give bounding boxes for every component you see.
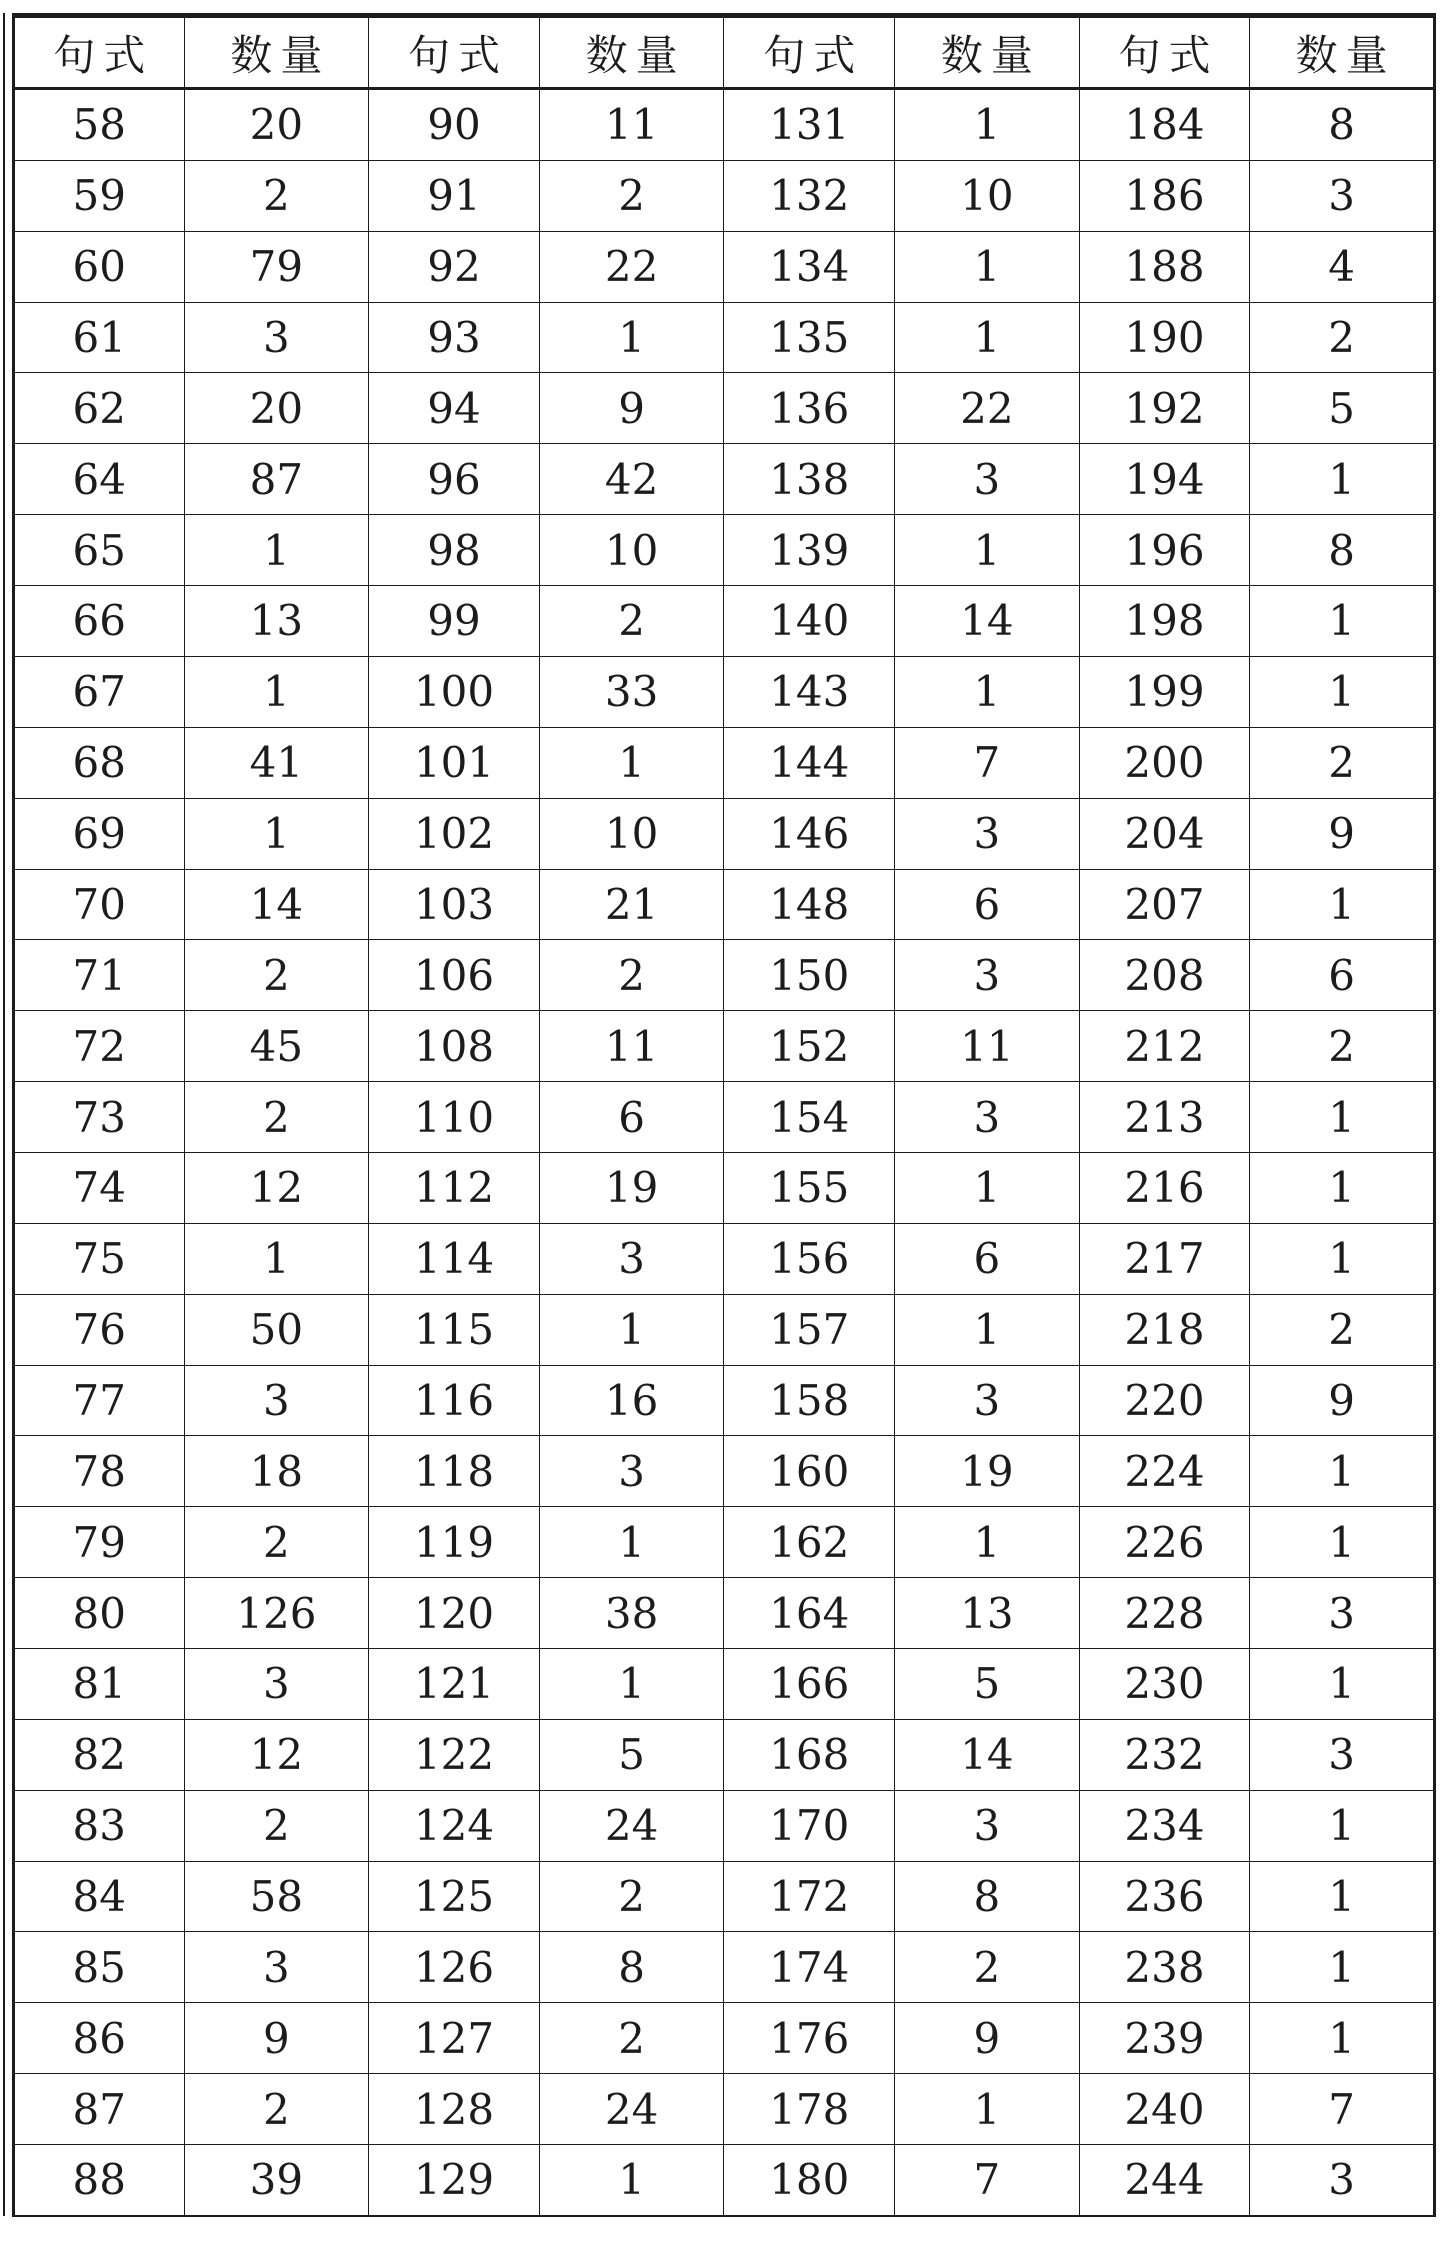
pattern-cell: 220 bbox=[1079, 1365, 1250, 1436]
table-row bbox=[14, 444, 1435, 515]
pattern-cell: 196 bbox=[1079, 515, 1250, 586]
quantity-cell: 1 bbox=[894, 656, 1079, 727]
quantity-cell: 1 bbox=[539, 727, 724, 798]
pattern-cell: 139 bbox=[724, 515, 895, 586]
quantity-cell: 3 bbox=[1250, 1719, 1435, 1790]
quantity-cell: 2 bbox=[184, 1507, 369, 1578]
pattern-cell: 150 bbox=[724, 940, 895, 1011]
pattern-cell: 118 bbox=[369, 1436, 540, 1507]
pattern-cell: 85 bbox=[14, 1932, 185, 2003]
pattern-cell: 213 bbox=[1079, 1082, 1250, 1153]
pattern-cell: 218 bbox=[1079, 1294, 1250, 1365]
pattern-cell: 76 bbox=[14, 1294, 185, 1365]
pattern-cell: 166 bbox=[724, 1648, 895, 1719]
quantity-cell: 8 bbox=[1250, 89, 1435, 161]
pattern-cell: 82 bbox=[14, 1719, 185, 1790]
quantity-cell: 22 bbox=[894, 373, 1079, 444]
pattern-cell: 174 bbox=[724, 1932, 895, 2003]
quantity-cell: 2 bbox=[539, 160, 724, 231]
table-header bbox=[14, 16, 1435, 89]
quantity-cell: 79 bbox=[184, 231, 369, 302]
quantity-cell: 13 bbox=[184, 586, 369, 657]
quantity-cell: 2 bbox=[184, 1082, 369, 1153]
pattern-cell: 192 bbox=[1079, 373, 1250, 444]
quantity-cell: 2 bbox=[184, 940, 369, 1011]
pattern-cell: 239 bbox=[1079, 2003, 1250, 2074]
pattern-cell: 62 bbox=[14, 373, 185, 444]
pattern-cell: 108 bbox=[369, 1011, 540, 1082]
quantity-cell: 9 bbox=[1250, 1365, 1435, 1436]
pattern-cell: 78 bbox=[14, 1436, 185, 1507]
pattern-cell: 162 bbox=[724, 1507, 895, 1578]
table-row bbox=[14, 231, 1435, 302]
pattern-cell: 186 bbox=[1079, 160, 1250, 231]
pattern-cell: 236 bbox=[1079, 1861, 1250, 1932]
pattern-cell: 72 bbox=[14, 1011, 185, 1082]
pattern-cell: 74 bbox=[14, 1152, 185, 1223]
quantity-cell: 22 bbox=[539, 231, 724, 302]
table-row bbox=[14, 656, 1435, 727]
table-row bbox=[14, 160, 1435, 231]
header-cell-pattern: 句式 bbox=[1079, 16, 1250, 89]
pattern-cell: 77 bbox=[14, 1365, 185, 1436]
pattern-cell: 66 bbox=[14, 586, 185, 657]
quantity-cell: 3 bbox=[539, 1436, 724, 1507]
pattern-cell: 172 bbox=[724, 1861, 895, 1932]
quantity-cell: 8 bbox=[539, 1932, 724, 2003]
quantity-cell: 20 bbox=[184, 89, 369, 161]
pattern-cell: 143 bbox=[724, 656, 895, 727]
quantity-cell: 50 bbox=[184, 1294, 369, 1365]
pattern-cell: 224 bbox=[1079, 1436, 1250, 1507]
quantity-cell: 3 bbox=[184, 1648, 369, 1719]
table-row bbox=[14, 1719, 1435, 1790]
pattern-cell: 75 bbox=[14, 1223, 185, 1294]
pattern-cell: 136 bbox=[724, 373, 895, 444]
quantity-cell: 21 bbox=[539, 869, 724, 940]
quantity-cell: 2 bbox=[1250, 1011, 1435, 1082]
pattern-cell: 199 bbox=[1079, 656, 1250, 727]
pattern-cell: 73 bbox=[14, 1082, 185, 1153]
quantity-cell: 12 bbox=[184, 1719, 369, 1790]
pattern-cell: 71 bbox=[14, 940, 185, 1011]
quantity-cell: 1 bbox=[894, 1152, 1079, 1223]
table-row bbox=[14, 798, 1435, 869]
quantity-cell: 19 bbox=[539, 1152, 724, 1223]
pattern-cell: 190 bbox=[1079, 302, 1250, 373]
table-row bbox=[14, 2144, 1435, 2216]
pattern-cell: 146 bbox=[724, 798, 895, 869]
quantity-cell: 3 bbox=[894, 798, 1079, 869]
table-row bbox=[14, 2074, 1435, 2145]
header-cell-quantity: 数量 bbox=[184, 16, 369, 89]
pattern-cell: 69 bbox=[14, 798, 185, 869]
quantity-cell: 1 bbox=[539, 1294, 724, 1365]
quantity-cell: 1 bbox=[184, 656, 369, 727]
pattern-cell: 127 bbox=[369, 2003, 540, 2074]
pattern-cell: 138 bbox=[724, 444, 895, 515]
quantity-cell: 19 bbox=[894, 1436, 1079, 1507]
pattern-cell: 99 bbox=[369, 586, 540, 657]
header-cell-quantity: 数量 bbox=[539, 16, 724, 89]
pattern-cell: 126 bbox=[369, 1932, 540, 2003]
quantity-cell: 1 bbox=[1250, 1648, 1435, 1719]
pattern-cell: 208 bbox=[1079, 940, 1250, 1011]
pattern-cell: 116 bbox=[369, 1365, 540, 1436]
left-frame-line bbox=[3, 13, 5, 2216]
pattern-cell: 232 bbox=[1079, 1719, 1250, 1790]
pattern-cell: 238 bbox=[1079, 1932, 1250, 2003]
pattern-cell: 148 bbox=[724, 869, 895, 940]
pattern-cell: 154 bbox=[724, 1082, 895, 1153]
quantity-cell: 1 bbox=[1250, 1861, 1435, 1932]
pattern-cell: 79 bbox=[14, 1507, 185, 1578]
quantity-cell: 2 bbox=[1250, 1294, 1435, 1365]
pattern-cell: 106 bbox=[369, 940, 540, 1011]
header-cell-pattern: 句式 bbox=[724, 16, 895, 89]
quantity-cell: 16 bbox=[539, 1365, 724, 1436]
table-row bbox=[14, 940, 1435, 1011]
pattern-cell: 152 bbox=[724, 1011, 895, 1082]
pattern-cell: 58 bbox=[14, 89, 185, 161]
quantity-cell: 2 bbox=[1250, 302, 1435, 373]
pattern-cell: 140 bbox=[724, 586, 895, 657]
pattern-cell: 112 bbox=[369, 1152, 540, 1223]
quantity-cell: 2 bbox=[539, 1861, 724, 1932]
table-row bbox=[14, 1294, 1435, 1365]
table-row bbox=[14, 1011, 1435, 1082]
quantity-cell: 3 bbox=[894, 1082, 1079, 1153]
pattern-cell: 230 bbox=[1079, 1648, 1250, 1719]
quantity-cell: 8 bbox=[894, 1861, 1079, 1932]
quantity-cell: 3 bbox=[1250, 1578, 1435, 1649]
pattern-cell: 67 bbox=[14, 656, 185, 727]
pattern-cell: 103 bbox=[369, 869, 540, 940]
quantity-cell: 3 bbox=[894, 1365, 1079, 1436]
quantity-cell: 1 bbox=[1250, 1082, 1435, 1153]
pattern-cell: 102 bbox=[369, 798, 540, 869]
pattern-cell: 135 bbox=[724, 302, 895, 373]
header-cell-quantity: 数量 bbox=[1250, 16, 1435, 89]
pattern-cell: 87 bbox=[14, 2074, 185, 2145]
pattern-cell: 125 bbox=[369, 1861, 540, 1932]
quantity-cell: 42 bbox=[539, 444, 724, 515]
quantity-cell: 3 bbox=[1250, 2144, 1435, 2216]
header-cell-quantity: 数量 bbox=[894, 16, 1079, 89]
pattern-cell: 164 bbox=[724, 1578, 895, 1649]
quantity-cell: 13 bbox=[894, 1578, 1079, 1649]
quantity-cell: 2 bbox=[184, 1790, 369, 1861]
pattern-cell: 212 bbox=[1079, 1011, 1250, 1082]
quantity-cell: 7 bbox=[894, 727, 1079, 798]
pattern-cell: 122 bbox=[369, 1719, 540, 1790]
pattern-cell: 217 bbox=[1079, 1223, 1250, 1294]
pattern-cell: 68 bbox=[14, 727, 185, 798]
quantity-cell: 39 bbox=[184, 2144, 369, 2216]
table-container bbox=[12, 13, 1436, 2217]
quantity-cell: 1 bbox=[184, 1223, 369, 1294]
table-row bbox=[14, 1507, 1435, 1578]
pattern-cell: 128 bbox=[369, 2074, 540, 2145]
pattern-cell: 157 bbox=[724, 1294, 895, 1365]
pattern-cell: 170 bbox=[724, 1790, 895, 1861]
quantity-cell: 126 bbox=[184, 1578, 369, 1649]
pattern-cell: 90 bbox=[369, 89, 540, 161]
pattern-cell: 110 bbox=[369, 1082, 540, 1153]
pattern-cell: 132 bbox=[724, 160, 895, 231]
table-row bbox=[14, 1365, 1435, 1436]
pattern-cell: 204 bbox=[1079, 798, 1250, 869]
pattern-cell: 88 bbox=[14, 2144, 185, 2216]
table-row bbox=[14, 2003, 1435, 2074]
pattern-cell: 178 bbox=[724, 2074, 895, 2145]
quantity-cell: 2 bbox=[539, 2003, 724, 2074]
table-row bbox=[14, 1790, 1435, 1861]
quantity-cell: 2 bbox=[539, 586, 724, 657]
quantity-cell: 6 bbox=[894, 869, 1079, 940]
pattern-cell: 96 bbox=[369, 444, 540, 515]
quantity-cell: 1 bbox=[894, 89, 1079, 161]
quantity-cell: 33 bbox=[539, 656, 724, 727]
quantity-cell: 1 bbox=[894, 515, 1079, 586]
quantity-cell: 10 bbox=[539, 515, 724, 586]
quantity-cell: 6 bbox=[894, 1223, 1079, 1294]
quantity-cell: 14 bbox=[184, 869, 369, 940]
quantity-cell: 1 bbox=[1250, 1152, 1435, 1223]
quantity-cell: 1 bbox=[894, 1294, 1079, 1365]
quantity-cell: 3 bbox=[184, 302, 369, 373]
quantity-cell: 2 bbox=[894, 1932, 1079, 2003]
pattern-cell: 216 bbox=[1079, 1152, 1250, 1223]
header-row bbox=[14, 16, 1435, 89]
pattern-cell: 194 bbox=[1079, 444, 1250, 515]
quantity-cell: 3 bbox=[184, 1365, 369, 1436]
quantity-cell: 1 bbox=[1250, 444, 1435, 515]
pattern-cell: 156 bbox=[724, 1223, 895, 1294]
pattern-cell: 92 bbox=[369, 231, 540, 302]
pattern-cell: 65 bbox=[14, 515, 185, 586]
table-row bbox=[14, 515, 1435, 586]
pattern-cell: 81 bbox=[14, 1648, 185, 1719]
quantity-cell: 7 bbox=[894, 2144, 1079, 2216]
quantity-cell: 14 bbox=[894, 586, 1079, 657]
quantity-cell: 11 bbox=[539, 1011, 724, 1082]
table-row bbox=[14, 869, 1435, 940]
quantity-cell: 1 bbox=[1250, 1223, 1435, 1294]
table-row bbox=[14, 1152, 1435, 1223]
quantity-cell: 10 bbox=[894, 160, 1079, 231]
quantity-cell: 5 bbox=[894, 1648, 1079, 1719]
pattern-cell: 131 bbox=[724, 89, 895, 161]
quantity-cell: 1 bbox=[894, 1507, 1079, 1578]
pattern-cell: 101 bbox=[369, 727, 540, 798]
pattern-cell: 59 bbox=[14, 160, 185, 231]
quantity-cell: 1 bbox=[539, 1648, 724, 1719]
quantity-cell: 3 bbox=[894, 940, 1079, 1011]
header-cell-pattern: 句式 bbox=[14, 16, 185, 89]
quantity-cell: 1 bbox=[539, 302, 724, 373]
quantity-cell: 41 bbox=[184, 727, 369, 798]
pattern-cell: 226 bbox=[1079, 1507, 1250, 1578]
pattern-cell: 91 bbox=[369, 160, 540, 231]
table-row bbox=[14, 1436, 1435, 1507]
quantity-cell: 1 bbox=[539, 2144, 724, 2216]
pattern-cell: 184 bbox=[1079, 89, 1250, 161]
table-row bbox=[14, 586, 1435, 657]
quantity-cell: 8 bbox=[1250, 515, 1435, 586]
pattern-cell: 119 bbox=[369, 1507, 540, 1578]
pattern-cell: 86 bbox=[14, 2003, 185, 2074]
quantity-cell: 45 bbox=[184, 1011, 369, 1082]
table-row bbox=[14, 1932, 1435, 2003]
quantity-cell: 1 bbox=[1250, 586, 1435, 657]
pattern-cell: 100 bbox=[369, 656, 540, 727]
quantity-cell: 5 bbox=[539, 1719, 724, 1790]
table-body bbox=[14, 89, 1435, 2217]
quantity-cell: 3 bbox=[184, 1932, 369, 2003]
table-row bbox=[14, 373, 1435, 444]
table-row bbox=[14, 727, 1435, 798]
quantity-cell: 3 bbox=[894, 444, 1079, 515]
pattern-cell: 160 bbox=[724, 1436, 895, 1507]
quantity-cell: 2 bbox=[184, 2074, 369, 2145]
quantity-cell: 1 bbox=[184, 798, 369, 869]
quantity-cell: 2 bbox=[539, 940, 724, 1011]
table-row bbox=[14, 302, 1435, 373]
pattern-cell: 168 bbox=[724, 1719, 895, 1790]
pattern-cell: 98 bbox=[369, 515, 540, 586]
quantity-cell: 1 bbox=[539, 1507, 724, 1578]
pattern-cell: 80 bbox=[14, 1578, 185, 1649]
quantity-cell: 6 bbox=[539, 1082, 724, 1153]
table-row bbox=[14, 1223, 1435, 1294]
quantity-cell: 87 bbox=[184, 444, 369, 515]
table-row bbox=[14, 1082, 1435, 1153]
quantity-cell: 24 bbox=[539, 2074, 724, 2145]
pattern-cell: 60 bbox=[14, 231, 185, 302]
pattern-cell: 120 bbox=[369, 1578, 540, 1649]
table-row bbox=[14, 1861, 1435, 1932]
pattern-cell: 228 bbox=[1079, 1578, 1250, 1649]
quantity-cell: 10 bbox=[539, 798, 724, 869]
quantity-cell: 11 bbox=[539, 89, 724, 161]
quantity-cell: 9 bbox=[894, 2003, 1079, 2074]
pattern-cell: 134 bbox=[724, 231, 895, 302]
quantity-cell: 2 bbox=[1250, 727, 1435, 798]
pattern-cell: 180 bbox=[724, 2144, 895, 2216]
pattern-cell: 207 bbox=[1079, 869, 1250, 940]
pattern-cell: 70 bbox=[14, 869, 185, 940]
quantity-cell: 2 bbox=[184, 160, 369, 231]
pattern-cell: 61 bbox=[14, 302, 185, 373]
quantity-cell: 11 bbox=[894, 1011, 1079, 1082]
pattern-cell: 84 bbox=[14, 1861, 185, 1932]
quantity-cell: 7 bbox=[1250, 2074, 1435, 2145]
quantity-cell: 1 bbox=[1250, 869, 1435, 940]
quantity-cell: 1 bbox=[894, 302, 1079, 373]
pattern-cell: 155 bbox=[724, 1152, 895, 1223]
pattern-cell: 114 bbox=[369, 1223, 540, 1294]
pattern-frequency-table bbox=[12, 13, 1436, 2217]
pattern-cell: 83 bbox=[14, 1790, 185, 1861]
quantity-cell: 6 bbox=[1250, 940, 1435, 1011]
pattern-cell: 124 bbox=[369, 1790, 540, 1861]
quantity-cell: 1 bbox=[894, 2074, 1079, 2145]
quantity-cell: 5 bbox=[1250, 373, 1435, 444]
quantity-cell: 1 bbox=[1250, 1507, 1435, 1578]
table-row bbox=[14, 1648, 1435, 1719]
pattern-cell: 244 bbox=[1079, 2144, 1250, 2216]
quantity-cell: 9 bbox=[539, 373, 724, 444]
pattern-cell: 121 bbox=[369, 1648, 540, 1719]
pattern-cell: 64 bbox=[14, 444, 185, 515]
pattern-cell: 200 bbox=[1079, 727, 1250, 798]
quantity-cell: 14 bbox=[894, 1719, 1079, 1790]
quantity-cell: 1 bbox=[894, 231, 1079, 302]
pattern-cell: 144 bbox=[724, 727, 895, 798]
quantity-cell: 1 bbox=[1250, 1790, 1435, 1861]
quantity-cell: 1 bbox=[1250, 1932, 1435, 2003]
quantity-cell: 58 bbox=[184, 1861, 369, 1932]
header-cell-pattern: 句式 bbox=[369, 16, 540, 89]
quantity-cell: 1 bbox=[1250, 656, 1435, 727]
pattern-cell: 94 bbox=[369, 373, 540, 444]
quantity-cell: 24 bbox=[539, 1790, 724, 1861]
quantity-cell: 3 bbox=[539, 1223, 724, 1294]
quantity-cell: 9 bbox=[184, 2003, 369, 2074]
pattern-cell: 129 bbox=[369, 2144, 540, 2216]
quantity-cell: 3 bbox=[1250, 160, 1435, 231]
pattern-cell: 188 bbox=[1079, 231, 1250, 302]
pattern-cell: 115 bbox=[369, 1294, 540, 1365]
pattern-cell: 158 bbox=[724, 1365, 895, 1436]
quantity-cell: 12 bbox=[184, 1152, 369, 1223]
pattern-cell: 176 bbox=[724, 2003, 895, 2074]
quantity-cell: 1 bbox=[184, 515, 369, 586]
quantity-cell: 1 bbox=[1250, 2003, 1435, 2074]
table-row bbox=[14, 1578, 1435, 1649]
quantity-cell: 4 bbox=[1250, 231, 1435, 302]
quantity-cell: 38 bbox=[539, 1578, 724, 1649]
quantity-cell: 20 bbox=[184, 373, 369, 444]
quantity-cell: 9 bbox=[1250, 798, 1435, 869]
pattern-cell: 198 bbox=[1079, 586, 1250, 657]
quantity-cell: 3 bbox=[894, 1790, 1079, 1861]
table-row bbox=[14, 89, 1435, 161]
quantity-cell: 1 bbox=[1250, 1436, 1435, 1507]
quantity-cell: 18 bbox=[184, 1436, 369, 1507]
pattern-cell: 93 bbox=[369, 302, 540, 373]
pattern-cell: 234 bbox=[1079, 1790, 1250, 1861]
pattern-cell: 240 bbox=[1079, 2074, 1250, 2145]
